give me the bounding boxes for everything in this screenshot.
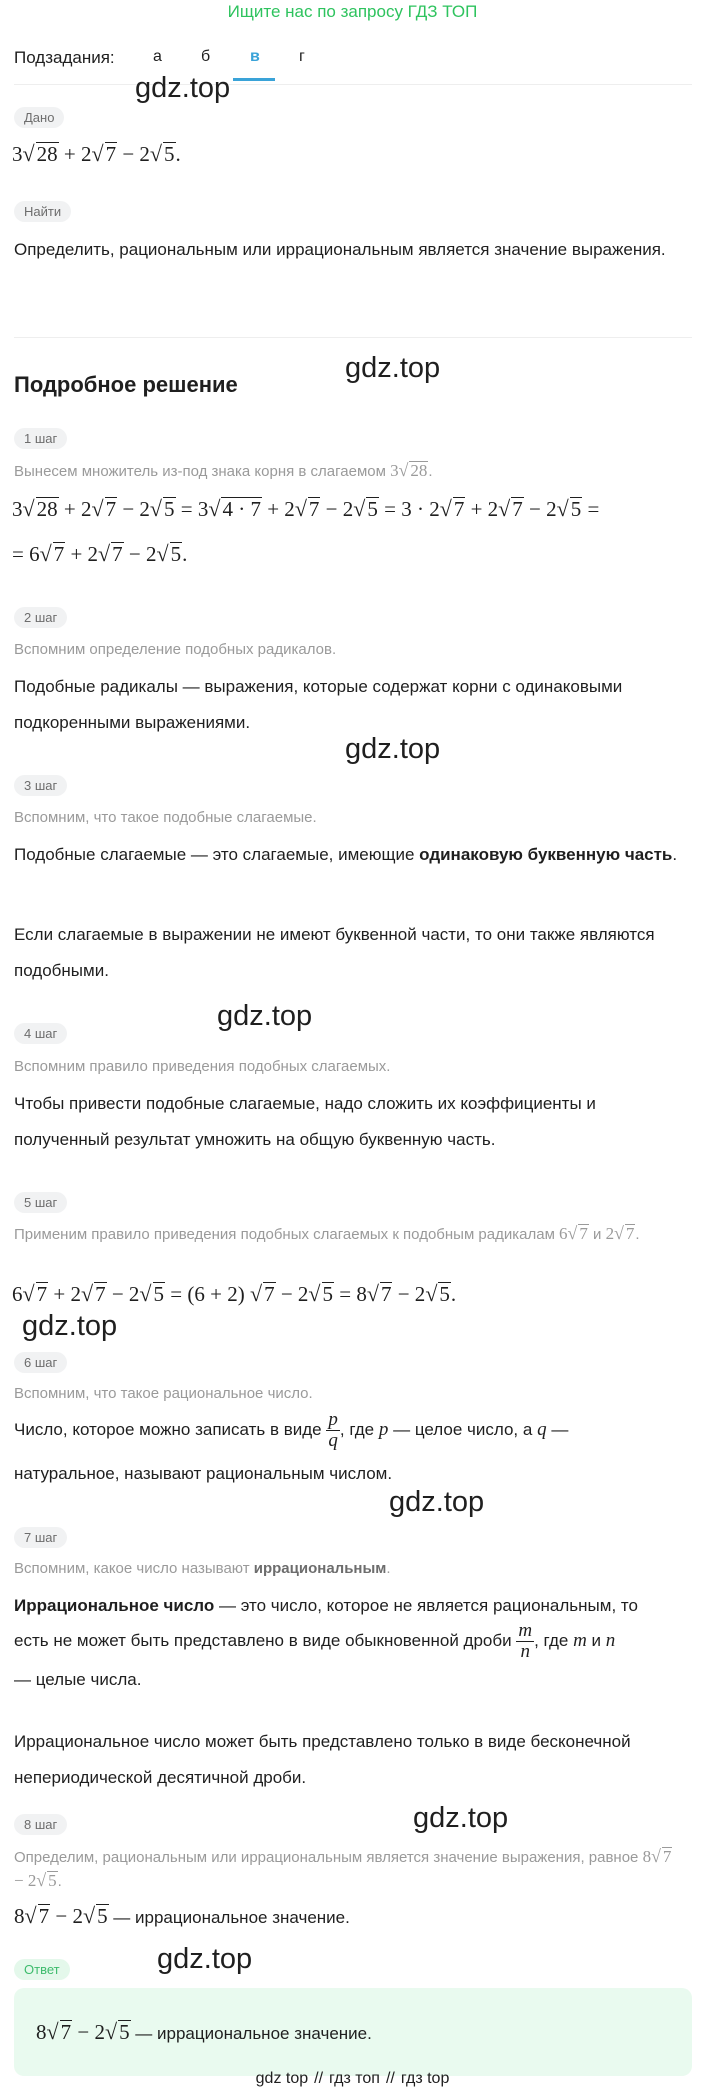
step-text [14,1588,694,1624]
step-text: Число, которое можно записать в виде $\frac{p}{q}$ , где p — целое число, а q — [14,1409,569,1452]
step-label: 4 шаг [14,1023,67,1044]
step-hint: Вспомним, что такое рациональное число. [14,1385,313,1402]
fraction-m-n: $\frac{m}{n}$ [518,1620,533,1663]
step-1-equation-line-1: 3√28 + 2√7 − 2√5 = 3√4 · 7 + 2√7 − 2√5 = 3 · 2√7 + 2√7 − 2√5 = [12,496,600,521]
step-label: 7 шаг [14,1527,67,1548]
footer-separator: // [314,2070,324,2087]
step-label: 3 шаг [14,775,67,796]
divider [14,337,692,338]
step-5-equation: 6√7 + 2√7 − 2√5 = (6 + 2) √7 − 2√5 = 8√7 − 2√5. [12,1281,457,1306]
find-label: Найти [14,201,71,222]
step-text-bold: Иррациональное число [14,1596,215,1615]
footer-link[interactable]: гдз топ [329,2070,380,2087]
step-label: 5 шаг [14,1192,67,1213]
step-label: 1 шаг [14,428,67,449]
watermark: gdz.top [135,72,231,104]
step-text-part: и [591,1631,602,1650]
search-banner: Ищите нас по запросу ГДЗ ТОП [227,2,478,21]
given-expression: 3√28 + 2√7 − 2√5. [12,141,181,166]
step-label: 6 шаг [14,1352,67,1373]
step-text-part: есть не может быть представлено в виде обыкновенной дроби [14,1631,512,1650]
fraction-p-q: $\frac{p}{q}$ [328,1409,338,1452]
subtask-tab-a[interactable]: а [153,48,162,65]
given-label: Дано [14,107,64,128]
step-text: есть не может быть представлено в виде обыкновенной дроби $\frac{m}{n}$ , где m и n [14,1620,616,1663]
footer-links [0,2070,705,2088]
step-text-part: Подобные слагаемые — это слагаемые, имеющие [14,845,420,864]
step-hint-part: . [386,1560,391,1577]
step-text-part: — иррациональное значение. [113,1908,350,1927]
step-hint: Вспомним правило приведения подобных слагаемых. [14,1058,391,1075]
footer-link[interactable]: gdz top [255,2070,309,2087]
step-text-part: , где [339,1420,375,1439]
footer-separator: // [385,2070,395,2087]
step-text: натуральное, называют рациональным числом. [14,1464,393,1483]
watermark: gdz.top [157,1943,253,1975]
step-text-part: Число, которое можно записать в виде [14,1420,322,1439]
step-text [14,837,694,873]
step-text-part: , где [534,1631,569,1650]
step-hint: Вынесем множитель из-под знака корня в слагаемом 3√ 28. [14,460,433,480]
step-text: — целые числа. [14,1670,142,1689]
solution-title: Подробное решение [14,372,238,397]
subtask-tab-g[interactable]: г [299,48,305,65]
step-text-part: — это число, которое не является рациональным, то [214,1596,638,1615]
footer-link[interactable]: гдз top [400,2070,450,2087]
step-text: Чтобы привести подобные слагаемые, надо сложить их коэффициенты и полученный результат умножить на общую буквенную часть. [14,1094,596,1149]
step-text: 8√7 − 2√5 — иррациональное значение. [14,1903,350,1928]
step-text-bold: одинаковую буквенную часть [419,845,673,864]
answer-text: 8√7 − 2√5 — иррациональное значение. [36,2019,372,2044]
step-1-equation-line-2: = 6√7 + 2√7 − 2√5. [12,541,188,566]
step-hint-bold: иррациональным [253,1560,387,1577]
step-text-part: — целое число, а [393,1420,533,1439]
step-hint-part: Вспомним, какое число называют [14,1560,254,1577]
answer-text-part: — иррациональное значение. [135,2024,372,2043]
step-text: Иррациональное число может быть представлено только в виде бесконечной непериодической десятичной дроби. [14,1732,631,1787]
step-label: 8 шаг [14,1814,67,1835]
watermark: gdz.top [389,1486,485,1518]
divider [14,84,692,85]
step-hint: Определим, рациональным или иррациональным является значение выражения, равное 8√ 7 − 2√ 5. [14,1846,672,1890]
watermark: gdz.top [22,1310,118,1342]
find-text: Определить, рациональным или иррациональным является значение выражения. [14,240,666,259]
watermark: gdz.top [217,1000,313,1032]
step-text-part: — [551,1420,569,1439]
watermark: gdz.top [413,1802,509,1834]
step-text: Если слагаемые в выражении не имеют буквенной части, то они также являются подобными. [14,925,655,980]
step-label: 2 шаг [14,607,67,628]
step-hint: Применим правило приведения подобных слагаемых к подобным радикалам 6√ 7 и 2√ 7. [14,1223,640,1243]
active-tab-indicator [233,78,275,81]
subtasks-label: Подзадания: [14,48,115,67]
subtask-tab-b[interactable]: б [201,48,211,65]
step-hint [14,1558,694,1580]
watermark: gdz.top [345,352,441,384]
step-hint: Вспомним определение подобных радикалов. [14,641,337,658]
step-text: Подобные радикалы — выражения, которые содержат корни с одинаковыми подкоренными выражениями. [14,677,623,732]
subtask-tab-v[interactable]: в [250,48,260,65]
watermark: gdz.top [345,733,441,765]
answer-label: Ответ [14,1959,70,1980]
step-hint: Вспомним, что такое подобные слагаемые. [14,809,317,826]
step-text-part: . [672,845,678,864]
